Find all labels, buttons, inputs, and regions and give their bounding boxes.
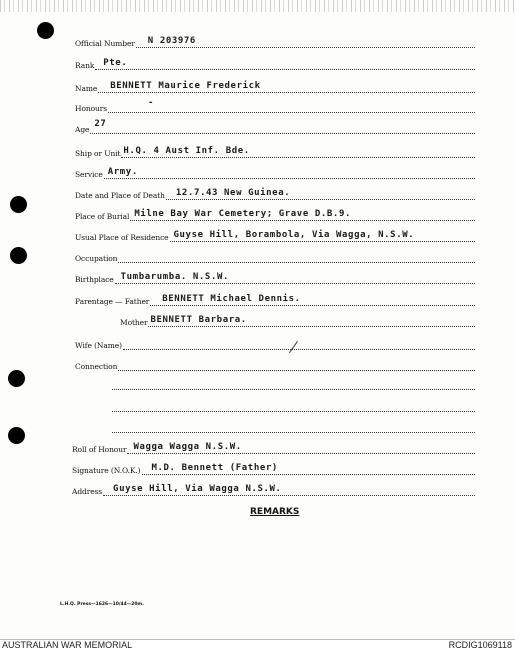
field-occupation <box>75 253 475 263</box>
wife-label: Wife (Name) <box>75 341 122 350</box>
field-service <box>75 169 475 179</box>
rank-value: Pte. <box>103 58 128 68</box>
age-value: 27 <box>94 119 107 129</box>
death-label: Date and Place of Death <box>75 191 165 200</box>
roll-value: Wagga Wagga N.S.W. <box>133 442 242 452</box>
connection-label: Connection <box>75 362 118 371</box>
residence-value: Guyse Hill, Borambola, Via Wagga, N.S.W. <box>173 230 415 240</box>
field-burial <box>75 211 475 221</box>
address-value: Guyse Hill, Via Wagga N.S.W. <box>113 484 282 494</box>
address-label: Address <box>72 487 103 496</box>
field-residence <box>75 232 475 242</box>
father-value: BENNETT Michael Dennis. <box>162 294 301 304</box>
field-honours <box>75 98 475 113</box>
field-signature <box>72 465 475 475</box>
connection-line <box>112 389 475 390</box>
printer-imprint: L.H.Q. Press—1626—10/44—20m. <box>60 602 144 607</box>
field-birthplace <box>75 274 475 284</box>
official-number-value: N 203976 <box>147 36 196 46</box>
field-name <box>75 83 475 93</box>
scan-noise <box>0 0 515 12</box>
footer-record-id: RCDIG1069118 <box>448 640 512 650</box>
field-death <box>75 190 475 200</box>
punch-hole <box>10 247 27 264</box>
service-value: Army. <box>107 167 138 177</box>
punch-hole <box>8 370 25 387</box>
unit-label: Ship or Unit <box>75 149 121 158</box>
honours-label: Honours <box>75 104 107 113</box>
age-label: Age <box>75 125 90 134</box>
punch-hole <box>10 196 27 213</box>
field-official-number <box>75 38 475 48</box>
field-rank <box>75 60 475 70</box>
field-wife <box>75 340 475 350</box>
field-age <box>75 119 475 134</box>
connection-line <box>112 411 475 412</box>
field-connection <box>75 361 475 371</box>
unit-value: H.Q. 4 Aust Inf. Bde. <box>123 146 250 156</box>
signature-value: M.D. Bennett (Father) <box>151 463 278 473</box>
name-value: BENNETT Maurice Frederick <box>110 81 261 91</box>
remarks-heading: REMARKS <box>250 507 300 517</box>
honours-value: - <box>147 98 154 108</box>
burial-value: Milne Bay War Cemetery; Grave D.B.9. <box>134 209 351 219</box>
rank-label: Rank <box>75 61 95 70</box>
punch-hole <box>37 22 54 39</box>
field-father <box>75 296 475 306</box>
field-unit <box>75 148 475 158</box>
father-label: Parentage — Father <box>75 297 150 306</box>
connection-line <box>112 432 475 433</box>
punch-hole <box>8 427 25 444</box>
mother-label: Mother <box>120 318 148 327</box>
official-number-label: Official Number <box>75 39 135 48</box>
residence-label: Usual Place of Residence <box>75 233 169 242</box>
field-roll-of-honour <box>72 444 475 454</box>
field-mother <box>120 317 475 327</box>
footer-source: AUSTRALIAN WAR MEMORIAL <box>2 640 133 650</box>
service-label: Service <box>75 170 103 179</box>
mother-value: BENNETT Barbara. <box>150 315 247 325</box>
occupation-label: Occupation <box>75 254 118 263</box>
birthplace-value: Tumbarumba. N.S.W. <box>120 272 229 282</box>
field-address <box>72 486 475 496</box>
name-label: Name <box>75 84 98 93</box>
roll-label: Roll of Honour <box>72 445 127 454</box>
death-value: 12.7.43 New Guinea. <box>175 188 291 198</box>
signature-label: Signature (N.O.K.) <box>72 466 141 475</box>
burial-label: Place of Burial <box>75 212 130 221</box>
birthplace-label: Birthplace <box>75 275 114 284</box>
